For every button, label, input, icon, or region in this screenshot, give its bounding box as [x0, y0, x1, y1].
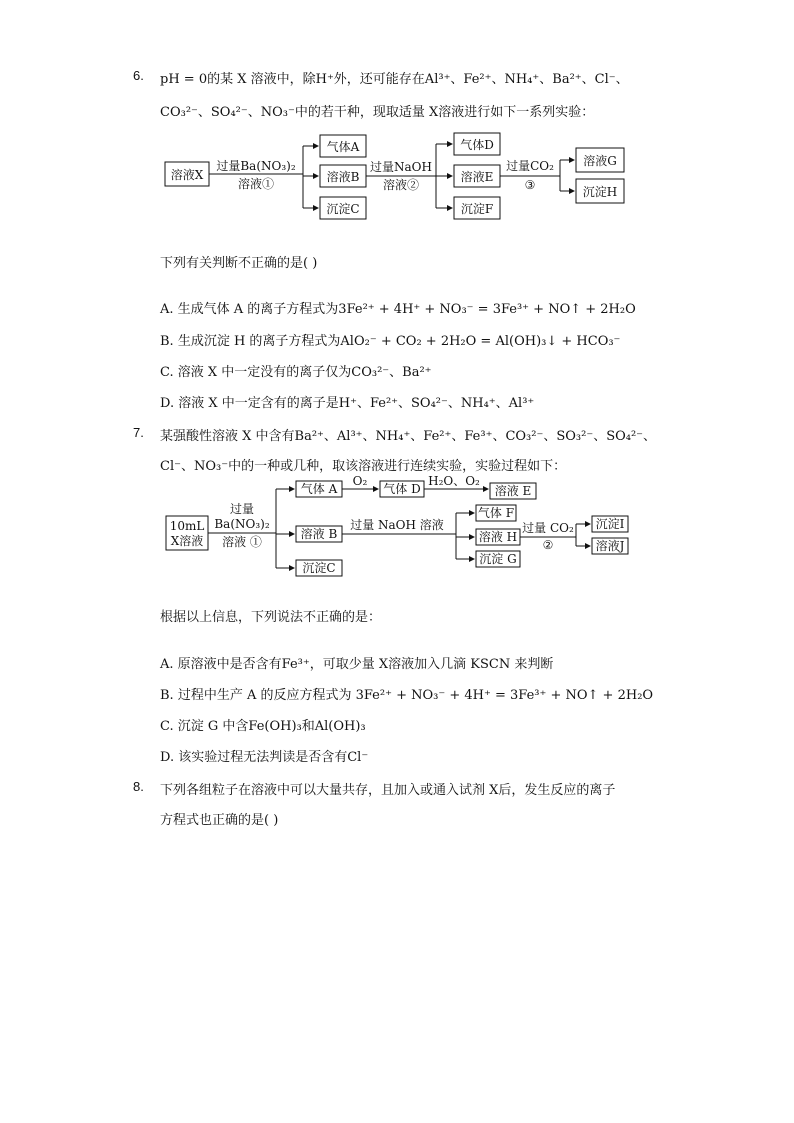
diagram-box-solution-h: 溶液 H — [478, 530, 518, 544]
question-number: 6. — [133, 68, 144, 83]
question-prompt: 根据以上信息，下列说法不正确的是： — [160, 610, 382, 625]
option-d: D. 溶液 X 中一定含有的离子是H⁺、Fe²⁺、SO₄²⁻、NH₄⁺、Al³⁺ — [160, 396, 535, 411]
diagram-box-precipitate-c: 沉淀C — [326, 202, 360, 216]
option-a: A. 原溶液中是否含有Fe³⁺，可取少量 X溶液加入几滴 KSCN 来判断 — [160, 657, 554, 672]
diagram-step-label: 溶液① — [237, 177, 275, 191]
diagram-box-precipitate-f: 沉淀F — [460, 202, 494, 216]
diagram-box-precipitate-i: 沉淀Ⅰ — [595, 517, 625, 531]
diagram-step-label: 过量 — [229, 502, 255, 516]
diagram-box-precipitate-h: 沉淀H — [582, 185, 618, 199]
question-number: 8. — [133, 779, 144, 794]
diagram-box-solution-e: 溶液 E — [494, 484, 532, 498]
diagram-box-solution-b: 溶液 B — [300, 527, 338, 541]
diagram-step-label: 过量 CO₂ — [522, 521, 574, 535]
diagram-step-label: H₂O、O₂ — [428, 474, 480, 488]
option-d: D. 该实验过程无法判读是否含有Cl⁻ — [160, 750, 369, 765]
diagram-box-solution-b: 溶液B — [326, 170, 360, 184]
diagram-box-precipitate-g: 沉淀 G — [479, 552, 517, 566]
question-prompt: 下列有关判断不正确的是( ) — [160, 256, 318, 271]
diagram-box-gas-a: 气体 A — [300, 482, 338, 496]
question-stem-line: CO₃²⁻、SO₄²⁻、NO₃⁻中的若干种，现取适量 X溶液进行如下一系列实验： — [160, 105, 595, 120]
diagram-box-solution-e: 溶液E — [460, 170, 494, 184]
diagram-step-label: 过量 NaOH 溶液 — [350, 518, 444, 532]
diagram-box-volume: 10mL — [169, 519, 205, 533]
diagram-box-solution-g: 溶液G — [583, 154, 617, 168]
question-stem-line: 下列各组粒子在溶液中可以大量共存，且加入或通入试剂 X后，发生反应的离子 — [160, 783, 616, 798]
option-c: C. 溶液 X 中一定没有的离子仅为CO₃²⁻、Ba²⁺ — [160, 365, 432, 380]
question-stem-line: 方程式也正确的是( ) — [160, 813, 279, 828]
option-b: B. 生成沉淀 H 的离子方程式为AlO₂⁻ + CO₂ + 2H₂O = Al(OH)₃↓ + HCO₃⁻ — [160, 334, 621, 349]
q6-flow-diagram — [160, 128, 630, 222]
diagram-step-label: 溶液② — [382, 178, 420, 192]
diagram-step-label: ③ — [524, 178, 536, 192]
question-stem-line: 某强酸性溶液 X 中含有Ba²⁺、Al³⁺、NH₄⁺、Fe²⁺、Fe³⁺、CO₃²⁻、SO₃²⁻、SO₄²⁻、 — [160, 429, 657, 444]
diagram-step-label: 溶液 ① — [222, 535, 262, 549]
diagram-step-label: ② — [542, 538, 554, 552]
diagram-step-label: 过量Ba(NO₃)₂ — [216, 159, 296, 173]
question-stem-line: pH = 0的某 X 溶液中，除H⁺外，还可能存在Al³⁺、Fe²⁺、NH₄⁺、Ba²⁺、Cl⁻、 — [160, 72, 629, 87]
diagram-step-label: 过量NaOH — [370, 160, 432, 174]
option-c: C. 沉淀 G 中含Fe(OH)₃和Al(OH)₃ — [160, 719, 366, 734]
diagram-step-label: O₂ — [352, 474, 368, 488]
diagram-step-label: 过量CO₂ — [506, 159, 554, 173]
diagram-box-gas-a: 气体A — [326, 140, 360, 154]
q7-flow-diagram — [160, 474, 635, 584]
question-stem-line: Cl⁻、NO₃⁻中的一种或几种，取该溶液进行连续实验，实验过程如下： — [160, 459, 567, 474]
diagram-box-solution-x: X溶液 — [170, 534, 204, 548]
diagram-box-solution-x: 溶液X — [170, 168, 204, 182]
diagram-box-precipitate-c: 沉淀C — [302, 561, 336, 575]
diagram-step-label: Ba(NO₃)₂ — [214, 517, 270, 531]
question-number: 7. — [133, 425, 144, 440]
diagram-box-solution-j: 溶液J — [595, 539, 625, 553]
diagram-box-gas-d: 气体 D — [383, 482, 421, 496]
option-b: B. 过程中生产 A 的反应方程式为 3Fe²⁺ + NO₃⁻ + 4H⁺ = 3Fe³⁺ + NO↑ + 2H₂O — [160, 688, 654, 703]
diagram-box-gas-d: 气体D — [460, 138, 494, 152]
option-a: A. 生成气体 A 的离子方程式为3Fe²⁺ + 4H⁺ + NO₃⁻ = 3Fe³⁺ + NO↑ + 2H₂O — [160, 302, 636, 317]
diagram-box-gas-f: 气体 F — [477, 506, 515, 520]
